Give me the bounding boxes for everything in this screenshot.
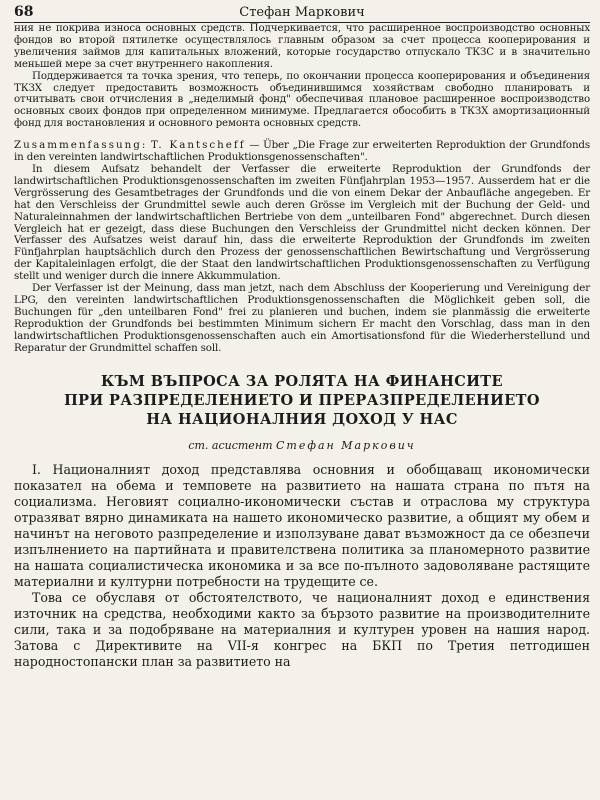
summary-author: T. Kantscheff [151,139,246,152]
article-paragraph-1: I. Националният доход представлява основния и обобщаващ икономически показател на обема и темповете на развитието на нашата страна по пътя на социализма. Неговият социално-икономически състав и отраслова му структура отразяват вярно динамиката на нашето икономическо развитие, а общият му обем и начинът на неговото разпределение и използуване дават възможност да се обезпечи изпълнението на партийната и правителствена политика за планомерното развитие на нашата социалистическа икономика и за все по-пълното задоволяване растящите материални и културни потребности на трудещите се. [14,462,590,590]
summary-label: Zusammenfassung: [14,139,148,152]
summary-title: — Über „Die Frage zur erweiterten Reproduktion der Grundfonds in den vereinten landwirtschaftlichen Produktionsgenossenschaften". [14,139,591,164]
article-author [14,439,590,452]
author-prefix: ст. асистент [188,439,273,453]
page-header [14,0,590,23]
running-title: Стефан Маркович [239,5,365,20]
summary-paragraph-2: Der Verfasser ist der Meinung, dass man jetzt, nach dem Abschluss der Kooperierung und Vereinigung der LPG, den vereinten landwirtschaftlichen Produktionsgenossenschaften die Möglichkeit geben soll, die Buchungen für „den unteilbaren Fond" frei zu planieren und buchen, indem sie planmässig die erweiterte Reproduktion der Grundfonds bei bestimmten Minimum sichern Er macht den Vorschlag, dass man in den landwirtschaftlichen Produktionsgenossenschaften auch ein Amortisationsfond für die Wiederherstellund und Reparatur der Grundmittel schaffen soll. [14,282,590,354]
article-paragraph-2: Това се обуславя от обстоятелството, че националният доход е единствения източник на средства, необходими както за бързото развитие на производителните сили, така и за подобряване на материалния и културен уровен на нашия народ. Затова с Директивите на VII-я конгрес на БКП по Третия петгодишен народностопански план за развитието на [14,590,590,670]
bulgarian-paragraph-2: Поддерживается та точка зрения, что теперь, по окончании процесса кооперирования и объединения ТКЗХ следует предоставить возможность объединившимся хозяйствам свободно планировать и отчитывать свои отчисления в „неделимый фонд" обеспечивая плановое расширенное воспроизводство основных своих фондов при определенном минимуме. Предлагается обособить в ТКЗХ амортизационный фонд для востановления и основного ремонта основных средств. [14,69,590,130]
author-name: Стефан Маркович [276,439,416,453]
article-title [14,372,590,429]
summary-heading [14,140,590,164]
summary-paragraph-1: In diesem Aufsatz behandelt der Verfasser die erweiterte Reproduktion der Grundfonds der landwirtschaftlichen Produktionsgenossenschaften im zweiten Fünfjahrplan 1953—1957. Ausserdem hat er die Vergrösserung des Gesamtbetrages der Grundfonds und die von einem Dekar der Anbaufläche angegeben. Er hat den Verschleiss der Grundmittel sewle auch deren Grösse im Vergleich mit der Buchung der Geld- und Naturaleinnahmen der landwirtschaftlichen Bertriebe von dem „unteilbaren Fond" abgerechnet. Durch diesen Vergleich hat er gezeigt, dass diese Buchungen den Verschleiss der Grundmittel nicht decken können. Der Verfasser des Aufsatzes weist darauf hin, dass die erweiterte Reproduktion der Grundfonds im zweiten Fünfjahrplan hauptsächlich durch den Prozess der genossenschaftlichen Bewirtschaftung und Vergrösserung der Kapitaleinlagen erfolgt, die der Staat den landwirtschaftlichen Produktionsgenossenschaften zu Verfügung stellt und weniger durch die innere Akkummulation. [14,162,590,283]
article-title-line-2: ПРИ РАЗПРЕДЕЛЕНИЕТО И ПРЕРАЗПРЕДЕЛЕНИЕТО [64,392,540,410]
article-title-line-3: НА НАЦИОНАЛНИЯ ДОХОД У НАС [146,411,458,429]
article-title-line-1: КЪМ ВЪПРОСА ЗА РОЛЯТА НА ФИНАНСИТЕ [101,373,503,391]
page-number: 68 [14,4,34,20]
bulgarian-paragraph-1: ния не покрива износа основных средств. Подчеркивается, что расширенное воспроизводство основных фондов во второй пятилетке осуществлялось главным образом за счет процесса кооперирования и увеличения займов для капитальных вложений, которые государство отпускало ТКЗС и в значительно меньшей мере за счет внутреннего накопления. [14,22,590,70]
